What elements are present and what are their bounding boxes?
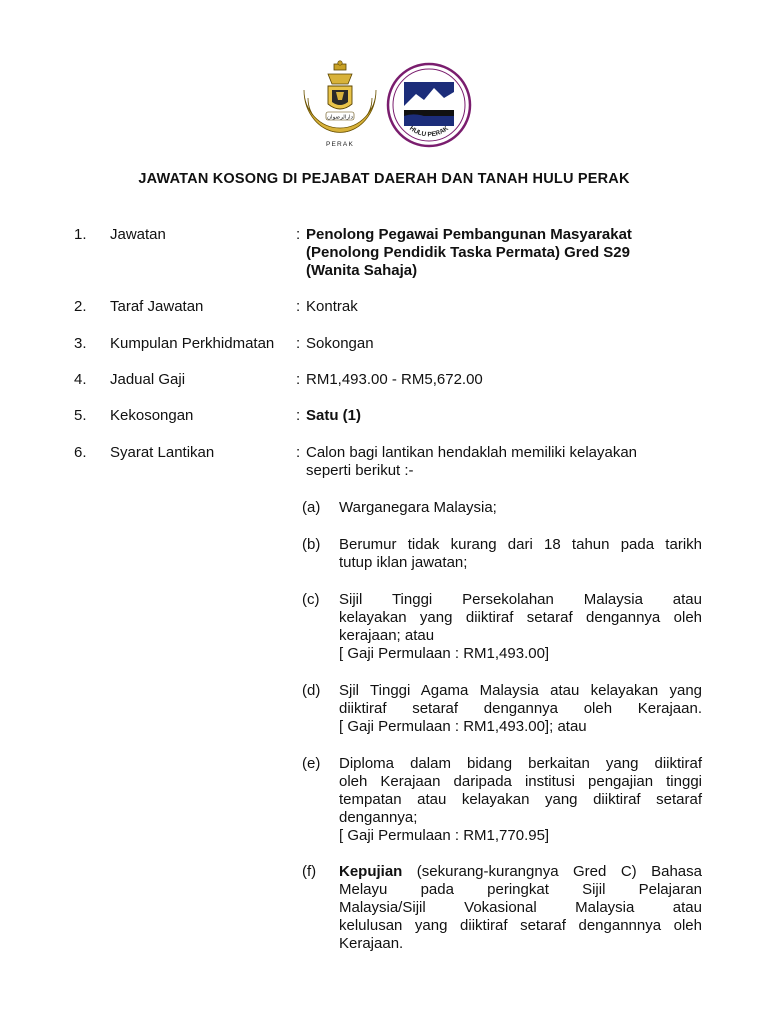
item-colon: : xyxy=(296,335,301,352)
item-colon: : xyxy=(296,371,301,388)
kepujian-bold-lead: Kepujian xyxy=(339,863,403,880)
item-number: 6. xyxy=(74,444,87,461)
item-colon: : xyxy=(296,226,301,243)
condition-letter: (d) xyxy=(302,682,321,699)
jawatan-line: (Penolong Pendidik Taska Permata) Gred S29 xyxy=(306,244,630,261)
condition-line: Warganegara Malaysia; xyxy=(339,499,497,516)
condition-line: Malaysia/Sijil Vokasional Malaysia atau xyxy=(339,899,702,916)
condition-line-first xyxy=(339,863,702,881)
hulu-perak-district-logo xyxy=(386,62,472,148)
condition-line: kelulusan yang diiktiraf setaraf dengannnya oleh xyxy=(339,917,702,934)
item-colon: : xyxy=(296,444,301,461)
condition-line: kelayakan yang diiktiraf setaraf dengannya oleh xyxy=(339,609,702,626)
condition-salary-line: [ Gaji Permulaan : RM1,770.95] xyxy=(339,827,550,844)
perak-crest-jawi-text: دارالرضوان xyxy=(327,114,353,121)
condition-line: tutup iklan jawatan; xyxy=(339,554,468,571)
item-value-text: Sokongan xyxy=(306,335,374,352)
item-colon: : xyxy=(296,298,301,315)
condition-letter: (b) xyxy=(302,536,321,553)
perak-crest-caption: PERAK xyxy=(325,141,355,148)
condition-line: Berumur tidak kurang dari 18 tahun pada tarikh xyxy=(339,536,702,553)
condition-salary-line: [ Gaji Permulaan : RM1,493.00] xyxy=(339,645,550,662)
item-label: Jawatan xyxy=(110,226,166,243)
item-label: Kekosongan xyxy=(110,407,194,424)
condition-line: Kerajaan. xyxy=(339,935,404,952)
item-number: 5. xyxy=(74,407,87,424)
condition-line: diiktiraf setaraf dengannya oleh Kerajaan. xyxy=(339,700,702,717)
item-colon: : xyxy=(296,407,301,424)
page-title: JAWATAN KOSONG DI PEJABAT DAERAH DAN TANAH HULU PERAK xyxy=(138,171,630,187)
condition-letter: (f) xyxy=(302,863,317,880)
condition-line: tempatan atau kelayakan yang diiktiraf setaraf xyxy=(339,791,702,808)
item-label: Kumpulan Perkhidmatan xyxy=(110,335,275,352)
item-number: 2. xyxy=(74,298,87,315)
item-label: Jadual Gaji xyxy=(110,371,186,388)
syarat-line: Calon bagi lantikan hendaklah memiliki kelayakan xyxy=(306,444,638,461)
condition-line: Melayu pada peringkat Sijil Pelajaran xyxy=(339,881,702,898)
perak-state-crest-logo xyxy=(298,60,382,150)
condition-line: dengannya; xyxy=(339,809,418,826)
condition-letter: (a) xyxy=(302,499,321,516)
condition-letter: (e) xyxy=(302,755,321,772)
condition-line: oleh Kerajaan daripada institusi pengajian tinggi xyxy=(339,773,702,790)
jawatan-line: (Wanita Sahaja) xyxy=(306,262,418,279)
hulu-perak-logo-caption: HULU PERAK xyxy=(408,125,450,139)
item-number: 4. xyxy=(74,371,87,388)
item-number: 1. xyxy=(74,226,87,243)
syarat-line: seperti berikut :- xyxy=(306,462,414,479)
condition-line: Diploma dalam bidang berkaitan yang diiktiraf xyxy=(339,755,702,772)
item-number: 3. xyxy=(74,335,87,352)
condition-letter: (c) xyxy=(302,591,320,608)
item-label: Taraf Jawatan xyxy=(110,298,204,315)
condition-line: Sijil Tinggi Persekolahan Malaysia atau xyxy=(339,591,702,608)
item-value-text: RM1,493.00 - RM5,672.00 xyxy=(306,371,483,388)
item-label: Syarat Lantikan xyxy=(110,444,215,461)
item-value-text: Satu (1) xyxy=(306,407,362,424)
jawatan-line: Penolong Pegawai Pembangunan Masyarakat xyxy=(306,226,632,243)
item-value-text: Kontrak xyxy=(306,298,358,315)
condition-line: (sekurang-kurangnya Gred C) Bahasa xyxy=(402,863,702,880)
header-logos xyxy=(0,58,768,150)
condition-line: kerajaan; atau xyxy=(339,627,435,644)
condition-line: Sjil Tinggi Agama Malaysia atau kelayakan yang xyxy=(339,682,702,699)
condition-salary-line: [ Gaji Permulaan : RM1,493.00]; atau xyxy=(339,718,587,735)
